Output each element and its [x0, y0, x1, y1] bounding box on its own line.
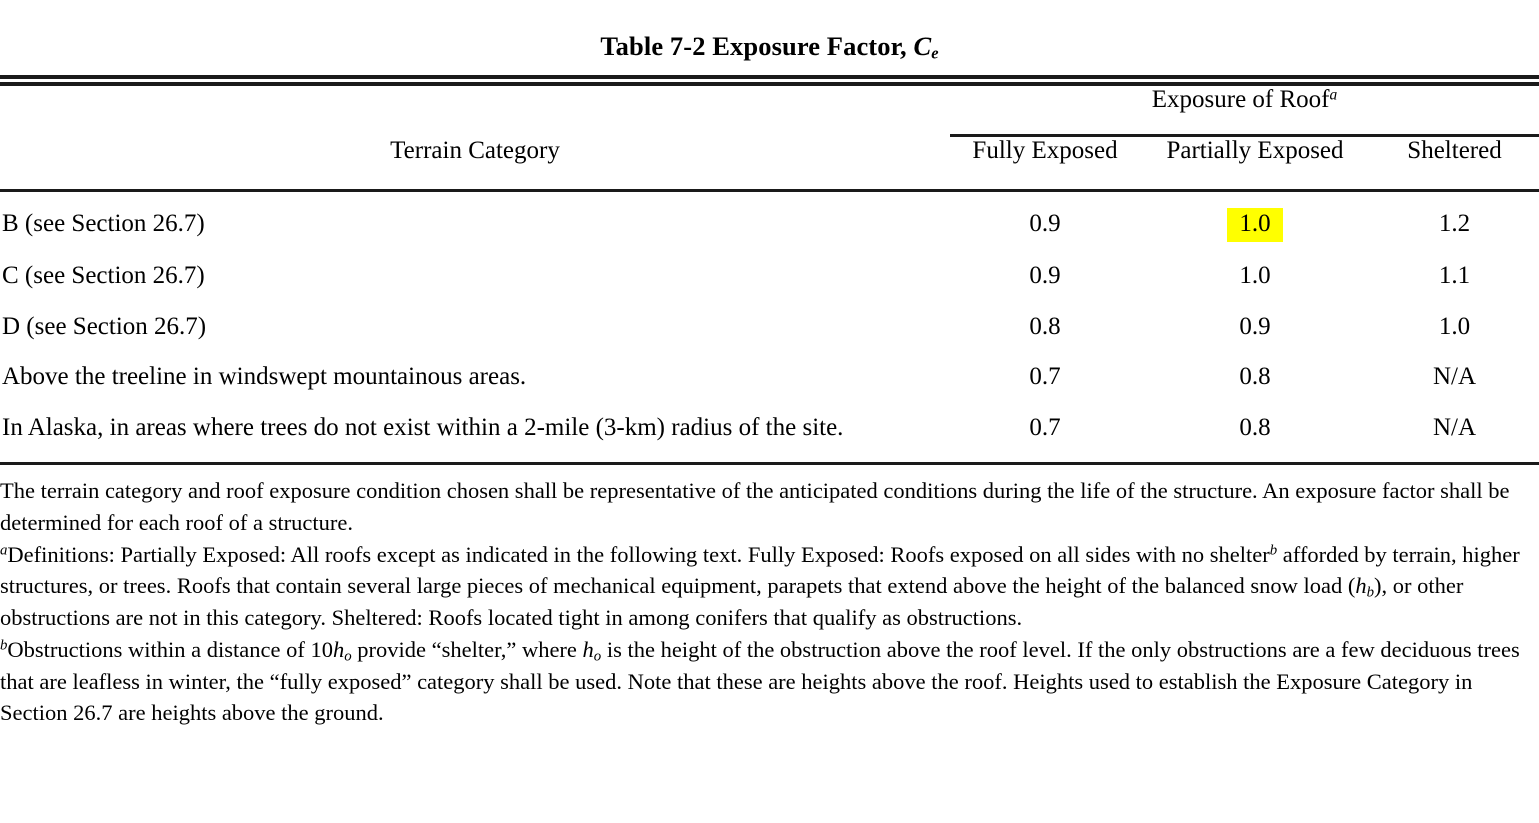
footnotes	[0, 465, 1539, 729]
footnote-a-marker: a	[0, 542, 8, 559]
obstruction-height-symbol-2-base: h	[582, 637, 594, 663]
obstruction-height-symbol-1	[333, 637, 352, 665]
footnote-b-part3: is the height of the obstruction above the roof level. If the only obstructions are a few deciduous trees that are leafless in winter, the “fully exposed” category shall be used. Note that these are heights above the roof. Heights used to establish the Exposure Category in Section 26.7 are heights above the ground.	[0, 637, 1520, 726]
row-sheltered-value: 1.1	[1438, 262, 1471, 290]
span-header-spacer	[0, 86, 950, 132]
row-partially-exposed-value: 0.8	[1239, 363, 1271, 391]
balanced-snow-load-symbol-base: h	[1355, 573, 1367, 599]
row-fully-exposed-value: 0.8	[1029, 312, 1061, 340]
obstruction-height-subscript-2: o	[593, 648, 602, 665]
table-title-text: Table 7-2 Exposure Factor,	[600, 31, 914, 61]
exposure-of-roof-header	[950, 86, 1539, 132]
row-fully-exposed-value: 0.7	[1029, 363, 1061, 391]
table-row	[0, 246, 1539, 297]
balanced-snow-load-subscript: b	[1366, 585, 1375, 602]
row-partially-exposed-value: 0.9	[1239, 312, 1271, 340]
exposure-factor-table-body	[0, 192, 1539, 448]
exposure-factor-symbol: C	[913, 31, 932, 61]
row-terrain-label: D (see Section 26.7)	[2, 312, 207, 340]
footnote-general: The terrain category and roof exposure condition chosen shall be representative of the anticipated conditions during the life of the structure. An exposure factor shall be determined for each roof of a structure.	[0, 478, 1510, 535]
table-row	[0, 192, 1539, 246]
footnote-a-inline-marker: b	[1269, 542, 1278, 559]
footnote-b	[0, 634, 1539, 729]
exposure-factor-subscript: e	[931, 43, 939, 63]
row-partially-exposed-value: 0.8	[1239, 413, 1271, 441]
row-fully-exposed-value: 0.7	[1029, 413, 1061, 441]
column-header-sheltered: Sheltered	[1407, 137, 1502, 165]
footnote-a-part1: Definitions: Partially Exposed: All roofs except as indicated in the following text. Fully Exposed: Roofs exposed on all sides with no shelter	[7, 541, 1270, 567]
obstruction-height-symbol-1-base: h	[333, 637, 345, 663]
row-fully-exposed-value: 0.9	[1029, 262, 1061, 290]
footnote-a	[0, 539, 1539, 634]
exposure-of-roof-footnote-marker: a	[1329, 86, 1338, 104]
exposure-of-roof-label: Exposure of Roof	[1151, 86, 1330, 114]
row-partially-exposed-value: 1.0	[1239, 262, 1271, 290]
row-partially-exposed-value	[1140, 192, 1370, 246]
column-header-row	[0, 137, 1539, 189]
table-top-double-rule	[0, 75, 1539, 86]
table-row	[0, 398, 1539, 449]
row-terrain-label: Above the treeline in windswept mountainous areas.	[2, 363, 527, 391]
obstruction-height-symbol-2	[582, 637, 602, 665]
footnote-b-marker: b	[0, 637, 8, 654]
footnote-b-part1: Obstructions within a distance of 10	[7, 637, 333, 663]
row-sheltered-value: 1.2	[1438, 210, 1471, 238]
row-terrain-label: B (see Section 26.7)	[2, 210, 205, 238]
column-header-terrain: Terrain Category	[390, 137, 560, 165]
row-terrain-label: C (see Section 26.7)	[2, 262, 205, 290]
table-row	[0, 347, 1539, 398]
footnote-a-part3: ), or other obstructions are not in this category. Sheltered: Roofs located tight in among conifers that qualify as obstructions.	[0, 573, 1464, 631]
row-terrain-label: In Alaska, in areas where trees do not exist within a 2-mile (3-km) radius of the site.	[2, 413, 844, 441]
exposure-factor-table	[0, 86, 1539, 189]
span-header-row	[0, 86, 1539, 132]
row-sheltered-value: N/A	[1432, 413, 1477, 441]
page-title	[0, 0, 1539, 61]
footnote-b-part2: provide “shelter,” where	[351, 637, 583, 663]
highlighted-value: 1.0	[1227, 208, 1282, 242]
row-sheltered-value: N/A	[1432, 363, 1477, 391]
column-header-partially-exposed: Partially Exposed	[1166, 137, 1344, 165]
row-sheltered-value: 1.0	[1438, 312, 1471, 340]
table-row	[0, 297, 1539, 348]
balanced-snow-load-symbol	[1355, 573, 1375, 602]
footnote-a-part2: afforded by terrain, higher structures, or trees. Roofs that contain several large pieces of mechanical equipment, parapets that extend above the height of the balanced snow load (	[0, 541, 1520, 599]
row-fully-exposed-value: 0.9	[1029, 210, 1061, 238]
obstruction-height-subscript-1: o	[344, 648, 352, 665]
column-header-fully-exposed: Fully Exposed	[972, 137, 1118, 165]
